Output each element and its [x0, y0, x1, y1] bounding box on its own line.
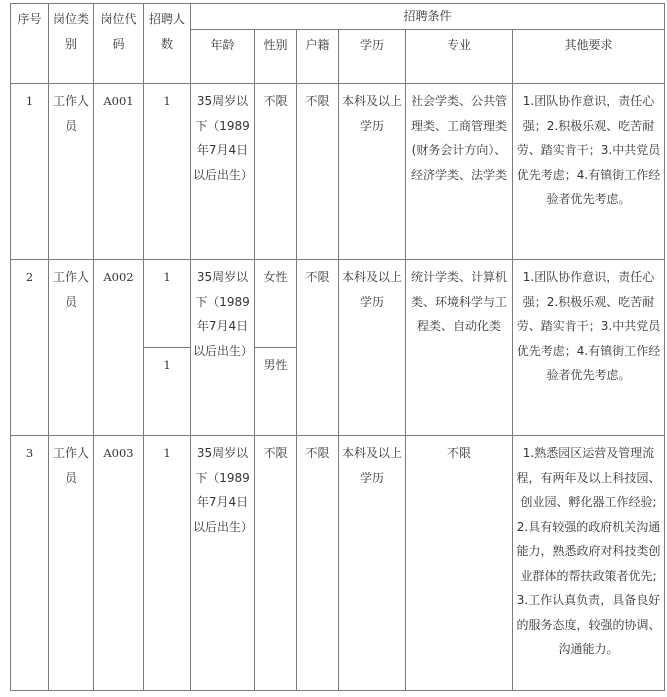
row2-other: 1.团队协作意识，责任心强；2.积极乐观、吃苦耐劳、踏实肯干；3.中共党员优先考虑；4.有镇街工作经验者优先考虑。 — [513, 260, 665, 436]
header-gender: 性别 — [255, 30, 297, 84]
row2-count-b: 1 — [144, 348, 191, 436]
row3-age: 35周岁以下（1989年7月4日以后出生） — [191, 436, 255, 691]
row1-education: 本科及以上学历 — [339, 84, 406, 260]
row3-hukou: 不限 — [297, 436, 339, 691]
header-education: 学历 — [339, 30, 406, 84]
header-category: 岗位类别 — [49, 4, 94, 84]
header-code: 岗位代码 — [94, 4, 144, 84]
row1-gender: 不限 — [255, 84, 297, 260]
row1-seq: 1 — [11, 84, 49, 260]
row2-seq: 2 — [11, 260, 49, 436]
row2-code: A002 — [94, 260, 144, 436]
header-count: 招聘人数 — [144, 4, 191, 84]
row2-education: 本科及以上学历 — [339, 260, 406, 436]
header-conditions: 招聘条件 — [191, 4, 665, 30]
header-other: 其他要求 — [513, 30, 665, 84]
row3-gender: 不限 — [255, 436, 297, 691]
row3-category: 工作人员 — [49, 436, 94, 691]
row3-seq: 3 — [11, 436, 49, 691]
table-row — [11, 84, 665, 260]
row2-hukou: 不限 — [297, 260, 339, 436]
row3-code: A003 — [94, 436, 144, 691]
recruitment-table — [10, 3, 665, 691]
row3-count: 1 — [144, 436, 191, 691]
table-row — [11, 260, 665, 348]
row3-major: 不限 — [406, 436, 513, 691]
row1-count: 1 — [144, 84, 191, 260]
row1-code: A001 — [94, 84, 144, 260]
row2-gender-a: 女性 — [255, 260, 297, 348]
header-major: 专业 — [406, 30, 513, 84]
row1-age: 35周岁以下（1989年7月4日以后出生） — [191, 84, 255, 260]
row2-age: 35周岁以下（1989年7月4日以后出生） — [191, 260, 255, 436]
row2-major: 统计学类、计算机类、环境科学与工程类、自动化类 — [406, 260, 513, 436]
header-seq: 序号 — [11, 4, 49, 84]
table-row — [11, 436, 665, 691]
row2-category: 工作人员 — [49, 260, 94, 436]
row3-education: 本科及以上学历 — [339, 436, 406, 691]
row1-major: 社会学类、公共管理类、工商管理类(财务会计方向）、经济学类、法学类 — [406, 84, 513, 260]
row1-other: 1.团队协作意识，责任心强；2.积极乐观、吃苦耐劳、踏实肯干；3.中共党员优先考虑；4.有镇街工作经验者优先考虑。 — [513, 84, 665, 260]
row2-gender-b: 男性 — [255, 348, 297, 436]
row2-count-a: 1 — [144, 260, 191, 348]
row3-other: 1.熟悉园区运营及管理流程，有两年及以上科技园、创业园、孵化器工作经验;2.具有较强的政府机关沟通能力，熟悉政府对科技类创业群体的帮扶政策者优先;3.工作认真负责，具备良好的服务态度，较强的协调、沟通能力。 — [513, 436, 665, 691]
header-hukou: 户籍 — [297, 30, 339, 84]
header-age: 年龄 — [191, 30, 255, 84]
row1-hukou: 不限 — [297, 84, 339, 260]
row1-category: 工作人员 — [49, 84, 94, 260]
